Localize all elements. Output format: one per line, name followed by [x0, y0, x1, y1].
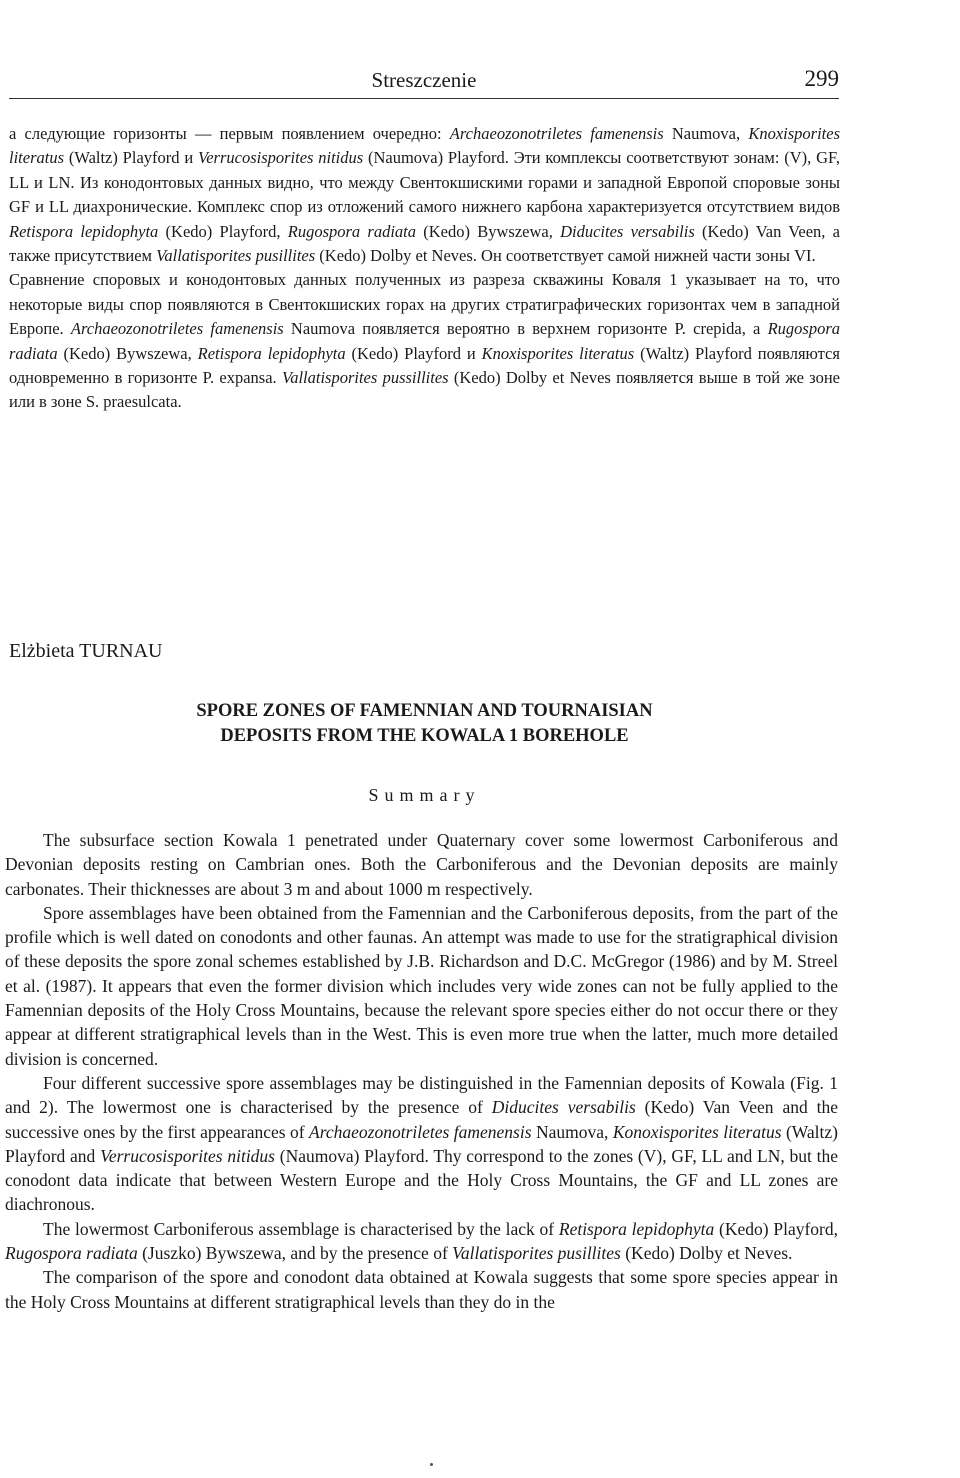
running-title: Streszczenie: [371, 68, 477, 92]
english-paragraph: [5, 1265, 838, 1314]
text-run: (Kedo) Playford и: [345, 343, 482, 363]
species-name: Archaeozonotriletes famenensis: [449, 124, 664, 143]
text-run: (Kedo) Dolby et Neves. Он соответствует самой нижней части зоны VI.: [315, 246, 816, 266]
text-run: Naumova,: [663, 124, 749, 143]
russian-summary: [9, 122, 840, 415]
species-name: Diducites versabilis: [491, 1097, 636, 1118]
text-run: (Naumova) Playford. Эти комплексы соответствуют зонам: (V), GF, LL и LN. Из конодонтовых данных видно, что между Свентокшискими горами и западной Европой споровые зоны GF и LL диахронические. Комплекс спор из отложений самого нижнего карбона характеризуется отсутствием видов: [9, 148, 840, 217]
text-run: (Naumova) Playford. Thy correspond to the zones (V), GF, LL and LN, but the conodont data indicate that between Western Europe and the Holy Cross Mountains, the GF and LL zones are diachronous.: [5, 1145, 838, 1215]
text-run: (Juszko) Bywszewa, and by the presence of: [137, 1243, 453, 1264]
text-run: (Kedo) Playford,: [158, 221, 288, 241]
species-name: Vallatisporites pusillites: [452, 1243, 621, 1264]
english-summary: [5, 828, 838, 1314]
species-name: Verrucosisporites nitidus: [197, 148, 364, 168]
text-run: (Kedo) Van Veen and the successive ones by the first appearances of: [5, 1097, 838, 1142]
text-run: (Kedo) Van Veen, а также присутствием: [9, 221, 840, 266]
species-name: Rugospora radiata: [9, 319, 840, 363]
english-paragraph: [5, 828, 838, 901]
english-paragraph: [5, 901, 838, 1071]
text-run: а следующие горизонты — первым появлением очередно:: [9, 124, 450, 143]
scan-speck: [430, 1463, 433, 1466]
russian-paragraph: [9, 122, 840, 268]
text-run: The subsurface section Kowala 1 penetrated under Quaternary cover some lowermost Carboniferous and Devonian deposits resting on Cambrian ones. Both the Carboniferous and the Devonian deposits are mainly carbonates. Their thicknesses are about 3 m and about 1000 m respectively.: [5, 830, 838, 899]
species-name: Archaeozonotriletes famenensis: [70, 319, 284, 339]
text-run: (Kedo) Dolby et Neves появляется выше в той же зоне или в зоне S. praesulcata.: [9, 368, 841, 412]
species-name: Retispora lepidophyta: [9, 221, 159, 241]
text-run: (Kedo) Dolby et Neves.: [620, 1243, 793, 1264]
page-number: 299: [804, 66, 839, 91]
text-run: (Kedo) Playford,: [714, 1218, 838, 1239]
summary-heading: Summary: [368, 785, 481, 805]
species-name: Rugospora radiata: [287, 221, 417, 241]
text-run: Сравнение споровых и конодонтовых данных полученных из разреза скважины Коваля 1 указывает на то, что некоторые виды спор появляются в Свентокшиских горах на других стратиграфических горизонтах чем в западной Европе.: [9, 270, 840, 339]
english-paragraph: [5, 1217, 838, 1266]
species-name: Konoxisporites literatus: [612, 1121, 782, 1142]
text-run: (Waltz) Playford и: [64, 148, 198, 168]
species-name: Knoxisporites literatus: [481, 343, 635, 363]
text-run: (Kedo) Bywszewa,: [416, 221, 561, 241]
species-name: Rugospora radiata: [5, 1243, 138, 1264]
russian-paragraph: [9, 268, 840, 414]
species-name: Retispora lepidophyta: [197, 343, 346, 363]
article-title-line: SPORE ZONES OF FAMENNIAN AND TOURNAISIAN: [196, 701, 653, 721]
text-run: Spore assemblages have been obtained from the Famennian and the Carboniferous deposits, from the part of the profile which is well dated on conodonts and other faunas. An attempt was made to use for the stratigraphical division of these deposits the spore zonal schemes established by J.B. Richardson and D.C. McGregor (1986) and by M. Streel et al. (1987). It appears that even the former division which includes very wide zones can not be fully applied to the Famennian deposits of the Holy Cross Mountains, because the relevant spore species either do not occur there or they appear at different stratigraphical levels than in the West. This is even more true when the latter, much more detailed division is concerned.: [5, 902, 838, 1069]
article-title-line: DEPOSITS FROM THE KOWALA 1 BOREHOLE: [220, 726, 629, 746]
article-title: [9, 699, 840, 749]
text-run: The comparison of the spore and conodont data obtained at Kowala suggests that some spore species appear in the Holy Cross Mountains at different stratigraphical levels than they do in the: [5, 1267, 838, 1312]
species-name: Verrucosisporites nitidus: [100, 1145, 275, 1166]
text-run: (Waltz) Playford появляются одновременно в горизонте P. expansa.: [9, 343, 840, 388]
species-name: Vallatisporites pusillites: [156, 246, 316, 266]
text-run: Naumova появляется вероятно в верхнем горизонте P. crepida, а: [283, 319, 768, 339]
species-name: Diducites versabilis: [560, 221, 695, 241]
species-name: Retispora lepidophyta: [558, 1218, 715, 1239]
text-run: Naumova,: [531, 1121, 613, 1142]
text-run: The lowermost Carboniferous assemblage is characterised by the lack of: [43, 1218, 559, 1239]
text-run: Four different successive spore assemblages may be distinguished in the Famennian deposits of Kowala (Fig. 1 and 2). The lowermost one is characterised by the presence of: [5, 1072, 838, 1118]
text-run: (Kedo) Bywszewa,: [57, 343, 198, 363]
species-name: Archaeozonotriletes famenensis: [309, 1121, 532, 1142]
species-name: Vallatisporites pussillites: [281, 368, 449, 388]
english-paragraph: [5, 1071, 838, 1217]
author-name: Elżbieta TURNAU: [9, 640, 163, 662]
species-name: Knoxisporites literatus: [9, 124, 840, 168]
running-header: [9, 66, 839, 99]
text-run: (Waltz) Playford and: [5, 1121, 838, 1166]
